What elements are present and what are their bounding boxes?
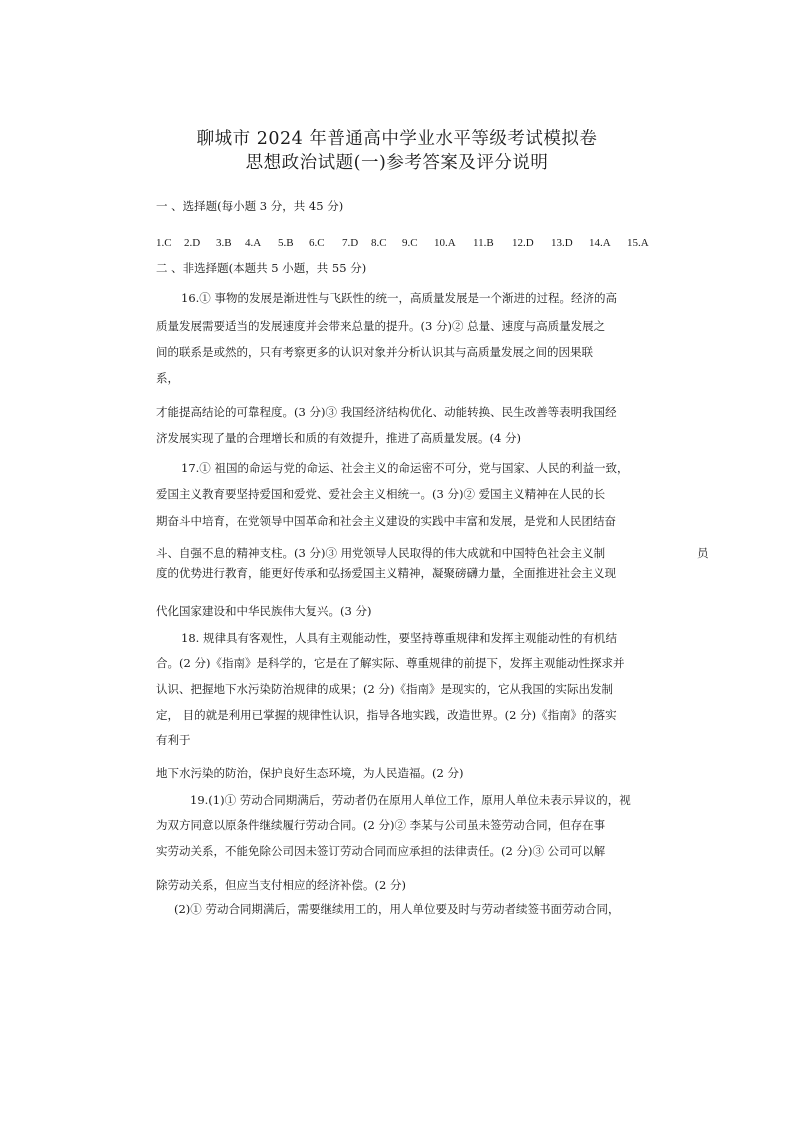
q16-line-3: 间的联系是或然的，只有考察更多的认识对象并分析认识其与高质量发展之间的因果联 [156,345,593,359]
answer-14: 14.A [589,237,611,249]
answer-15: 15.A [627,237,649,249]
q18-line-6: 地下水污染的防治，保护良好生态环境，为人民造福。(2 分) [156,766,464,780]
q16-line-5: 才能提高结论的可靠程度。(3 分)③ 我国经济结构优化、动能转换、民生改善等表明我国经 [156,405,617,419]
answer-9: 9.C [402,237,418,249]
answer-4: 4.A [245,237,262,249]
answer-10: 10.A [434,237,456,249]
answer-13: 13.D [551,237,573,249]
q18-line-2: 合。(2 分)《指南》是科学的，它是在了解实际、尊重规律的前提下，发挥主观能动性探求并 [156,656,625,670]
q18-line-4: 定， 目的就是利用已掌握的规律性认识，指导各地实践，改造世界。(2 分)《指南》的落实 [156,708,617,722]
q18-line-1: 18. 规律具有客观性，人具有主观能动性，要坚持尊重规律和发挥主观能动性的有机结 [181,631,617,645]
q17-line-3: 期奋斗中培育，在党领导中国革命和社会主义建设的实践中丰富和发展，是党和人民团结奋 [156,514,616,528]
q17-line-5: 度的优势进行教育，能更好传承和弘扬爱国主义精神，凝聚磅礴力量，全面推进社会主义现 [156,566,616,580]
q17-line-6: 代化国家建设和中华民族伟大复兴。(3 分) [156,604,372,618]
q19-line-2: 为双方同意以原条件继续履行劳动合同。(2 分)② 李某与公司虽未签劳动合同，但存在事 [156,818,606,832]
answer-2: 2.D [184,237,201,249]
answer-11: 11.B [473,237,494,249]
answer-7: 7.D [342,237,359,249]
q17-stray-char: 员 [697,546,709,560]
q19-line-3: 实劳动关系，不能免除公司因未签订劳动合同而应承担的法律责任。(2 分)③ 公司可以解 [156,844,606,858]
q16-line-4: 系， [156,371,179,385]
q18-line-3: 认识、把握地下水污染防治规律的成果；(2 分)《指南》是现实的，它从我国的实际出发制 [156,682,613,696]
q16-line-6: 济发展实现了量的合理增长和质的有效提升，推进了高质量发展。(4 分) [156,431,521,445]
q17-line-2: 爱国主义教育要坚持爱国和爱党、爱社会主义相统一。(3 分)② 爱国主义精神在人民的长 [156,487,606,501]
answer-6: 6.C [309,237,325,249]
section2-heading: 二 、非选择题(本题共 5 小题，共 55 分) [156,261,367,275]
q19-line-4: 除劳动关系，但应当支付相应的经济补偿。(2 分) [156,878,406,892]
section1-heading: 一 、选择题(每小题 3 分，共 45 分) [156,199,344,213]
answer-5: 5.B [278,237,294,249]
answer-3: 3.B [216,237,232,249]
q16-line-2: 质量发展需要适当的发展速度并会带来总量的提升。(3 分)② 总量、速度与高质量发展之 [156,319,606,333]
answer-1: 1.C [156,237,172,249]
doc-title-line1: 聊城市 2024 年普通高中学业水平等级考试模拟卷 [196,129,598,149]
q19-line-1: 19.(1)① 劳动合同期满后，劳动者仍在原用人单位工作，原用人单位未表示异议的，视 [190,793,631,807]
q16-line-1: 16.① 事物的发展是渐进性与飞跃性的统一，高质量发展是一个渐进的过程。经济的高 [181,291,617,305]
answer-12: 12.D [512,237,534,249]
doc-title-line2: 思想政治试题(一)参考答案及评分说明 [245,153,549,173]
q18-line-5: 有利于 [156,733,191,747]
q19-line-5: (2)① 劳动合同期满后，需要继续用工的，用人单位要及时与劳动者续签书面劳动合同， [174,902,620,916]
q17-line-1: 17.① 祖国的命运与党的命运、社会主义的命运密不可分，党与国家、人民的利益一致， [181,461,629,475]
answer-8: 8.C [371,237,387,249]
q17-line-4: 斗、自强不息的精神支柱。(3 分)③ 用党领导人民取得的伟大成就和中国特色社会主义制 [156,546,606,560]
